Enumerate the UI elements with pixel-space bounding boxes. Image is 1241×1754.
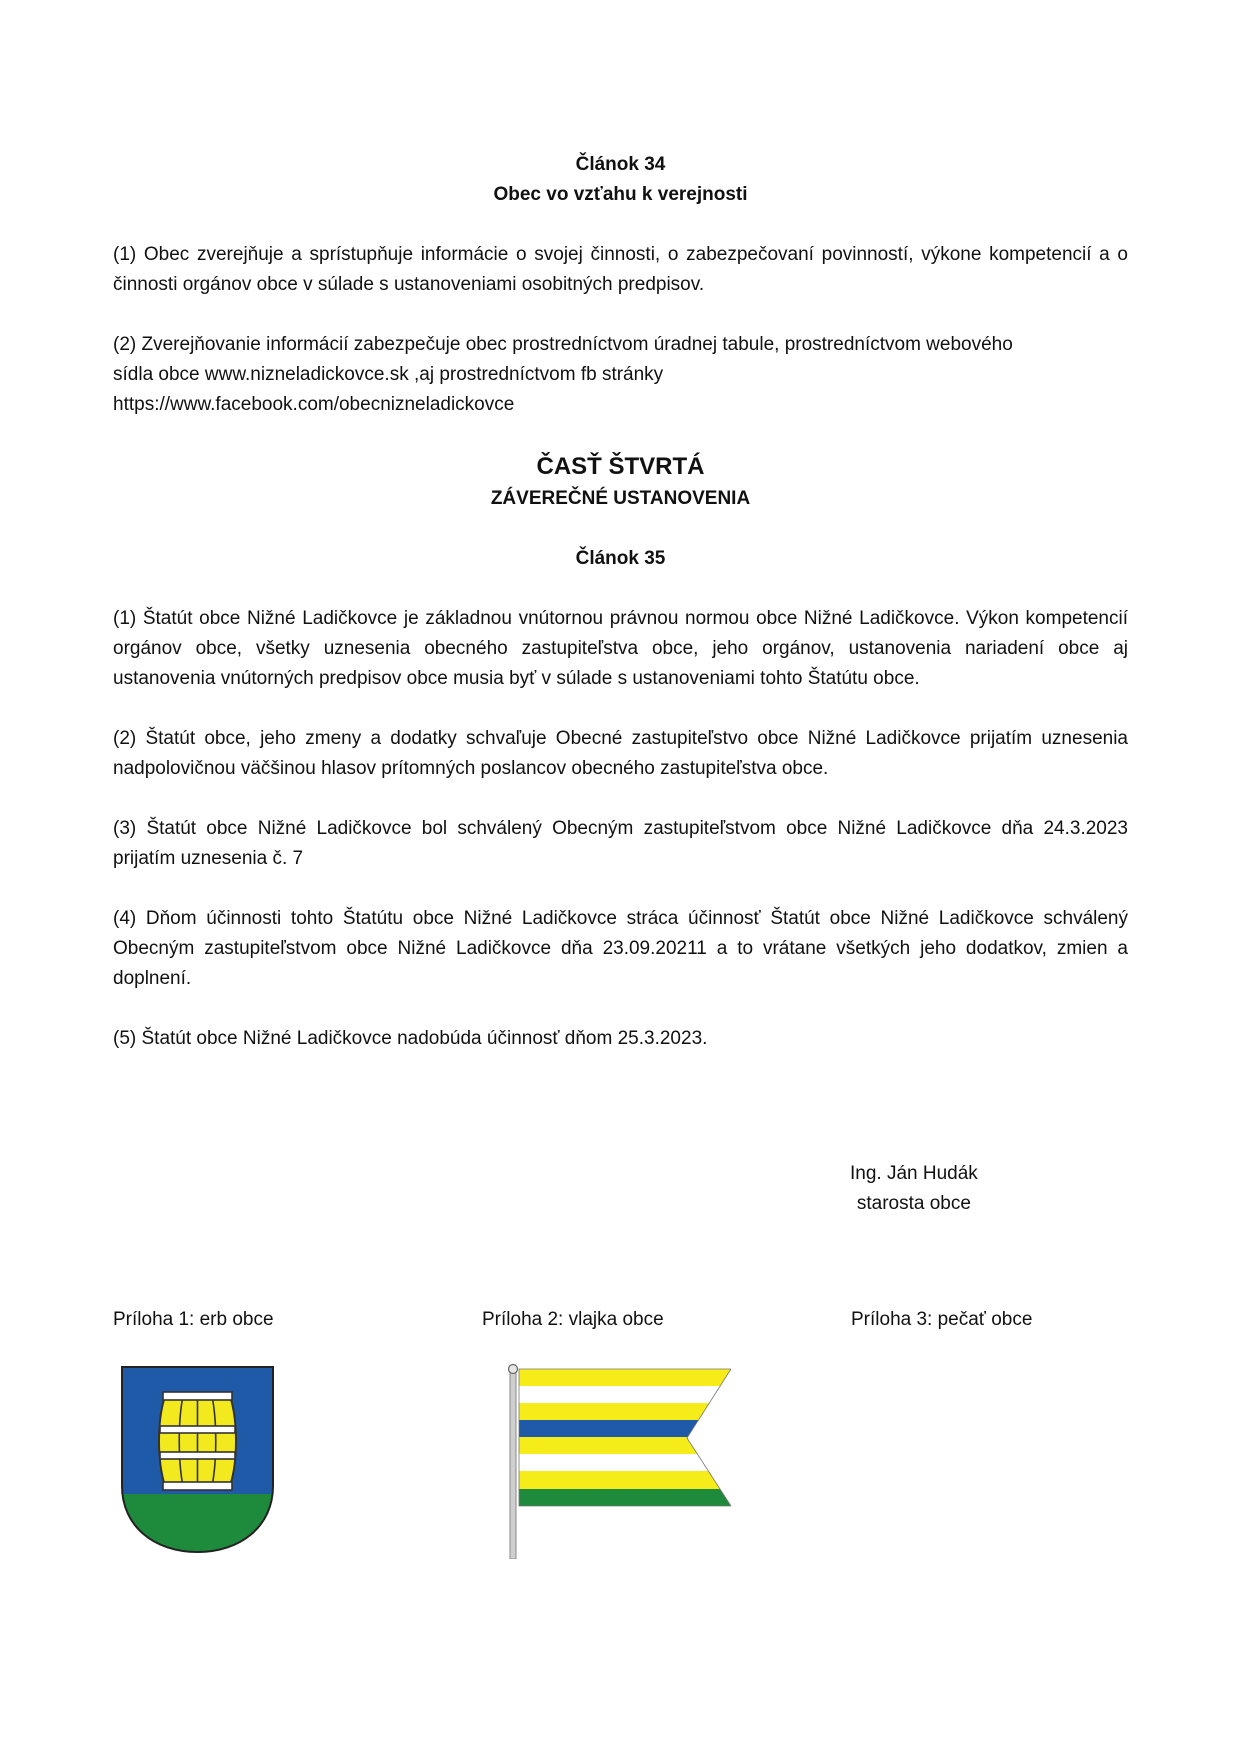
part-4-subtitle: ZÁVEREČNÉ USTANOVENIA	[490, 488, 751, 509]
article-35-paragraph-5: (5) Štatút obce Nižné Ladičkovce nadobúda účinnosť dňom 25.3.2023.	[113, 1028, 708, 1049]
village-flag-icon	[505, 1364, 731, 1559]
article-35-paragraph-4: (4) Dňom účinnosti tohto Štatútu obce Nižné Ladičkovce stráca účinnosť Štatút obce Nižné Ladičkovce schválený Obecným zastupiteľstvom obce Nižné Ladičkovce dňa 23.09.20211 a to vrátane všetkých jeho dodatkov, zmien a doplnení.	[113, 908, 1128, 989]
document-body	[113, 150, 1128, 1054]
article-34-paragraph-1: (1) Obec zverejňuje a sprístupňuje informácie o svojej činnosti, o zabezpečovaní povinností, výkone kompetencií a o činnosti orgánov obce v súlade s ustanoveniami osobitných predpisov.	[113, 244, 1128, 295]
article-34-subtitle: Obec vo vzťahu k verejnosti	[493, 184, 748, 205]
attachment-3-label: Príloha 3: pečať obce	[851, 1309, 1033, 1330]
attachment-2-label: Príloha 2: vlajka obce	[482, 1309, 664, 1330]
facebook-link: https://www.facebook.com/obecnizneladickovce	[113, 394, 515, 415]
article-34-paragraph-2	[113, 330, 1128, 420]
article-35-title: Článok 35	[575, 548, 666, 569]
signatory-role: starosta obce	[856, 1193, 971, 1214]
coat-of-arms-icon	[121, 1366, 274, 1553]
signatory-name: Ing. Ján Hudák	[850, 1163, 978, 1184]
article-34-paragraph-2-line-2: sídla obce www.nizneladickovce.sk ,aj prostredníctvom fb stránky	[113, 364, 664, 385]
article-35-paragraph-2: (2) Štatút obce, jeho zmeny a dodatky schvaľuje Obecné zastupiteľstvo obce Nižné Ladičkovce prijatím uznesenia nadpolovičnou väčšinou hlasov prítomných poslancov obecného zastupiteľstva obce.	[113, 728, 1128, 779]
article-34-paragraph-2-line-1: (2) Zverejňovanie informácií zabezpečuje obec prostredníctvom úradnej tabule, prostredníctvom webového	[113, 334, 1013, 355]
article-35-paragraph-1: (1) Štatút obce Nižné Ladičkovce je základnou vnútornou právnou normou obce Nižné Ladičkovce. Výkon kompetencií orgánov obce, všetky uznesenia obecného zastupiteľstva obce, jeho orgánov, ustanovenia nariadení obce aj ustanovenia vnútorných predpisov obce musia byť v súlade s ustanoveniami tohto Štatútu obce.	[113, 608, 1128, 689]
article-35-paragraph-3: (3) Štatút obce Nižné Ladičkovce bol schválený Obecným zastupiteľstvom obce Nižné Ladičkovce dňa 24.3.2023 prijatím uznesenia č. 7	[113, 818, 1128, 869]
signature-block	[850, 1159, 978, 1219]
attachment-1-label: Príloha 1: erb obce	[113, 1309, 274, 1330]
part-4-title: ČASŤ ŠTVRTÁ	[536, 453, 705, 480]
article-34-title: Článok 34	[575, 154, 666, 175]
